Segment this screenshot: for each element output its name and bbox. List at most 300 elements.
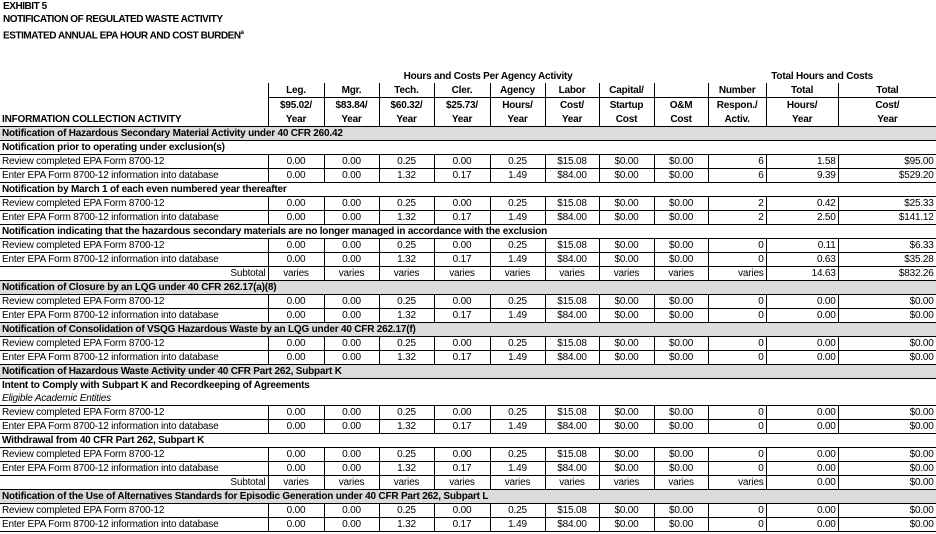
- table-cell: 0.00: [434, 155, 490, 169]
- table-cell: $6.33: [838, 239, 936, 253]
- subsection-title: Notification indicating that the hazardous secondary materials are no longer managed in accordance with the exclusion: [2, 226, 548, 237]
- table-cell: 9.39: [766, 169, 838, 183]
- table-cell: 0.17: [434, 169, 490, 183]
- burden-table: [0, 69, 936, 532]
- table-cell: $15.08: [545, 448, 599, 462]
- section-header-row: [0, 365, 936, 379]
- table-cell: varies: [708, 476, 766, 490]
- table-cell: $0.00: [599, 155, 654, 169]
- table-cell: 0: [708, 239, 766, 253]
- section-title: Notification of the Use of Alternatives Standards for Episodic Generation under 40 CFR Part 262, Subpart L: [0, 490, 936, 504]
- table-cell: $0.00: [599, 295, 654, 309]
- table-cell: 0.00: [268, 420, 324, 434]
- column-header-number: Respon./: [708, 98, 766, 113]
- table-cell: 1.32: [379, 169, 434, 183]
- table-cell: 0.25: [490, 197, 545, 211]
- table-cell: 6: [708, 155, 766, 169]
- table-cell: $0.00: [654, 406, 708, 420]
- table-cell: 1.49: [490, 518, 545, 532]
- table-cell: $15.08: [545, 197, 599, 211]
- exhibit-subtitle: [3, 27, 244, 42]
- table-cell: 0.00: [324, 351, 379, 365]
- table-cell: 0: [708, 295, 766, 309]
- table-cell: $0.00: [654, 420, 708, 434]
- table-cell: 0: [708, 420, 766, 434]
- table-cell: 0.00: [434, 448, 490, 462]
- table-cell: 0: [708, 518, 766, 532]
- table-cell: 0.25: [490, 504, 545, 518]
- table-cell: 0.00: [268, 211, 324, 225]
- table-row: [0, 211, 936, 225]
- table-cell: $84.00: [545, 462, 599, 476]
- table-cell: $0.00: [599, 518, 654, 532]
- table-cell: 0: [708, 504, 766, 518]
- table-row: [0, 448, 936, 462]
- table-cell: $15.08: [545, 504, 599, 518]
- table-cell: 0.25: [379, 197, 434, 211]
- table-cell: 1.32: [379, 211, 434, 225]
- subsection-header-row: [0, 434, 936, 448]
- table-cell: $0.00: [838, 420, 936, 434]
- table-cell: 0.25: [379, 337, 434, 351]
- table-cell: 0.17: [434, 211, 490, 225]
- table-cell: 0.00: [268, 406, 324, 420]
- table-cell: $25.33: [838, 197, 936, 211]
- table-cell: 0.00: [268, 504, 324, 518]
- table-cell: 2: [708, 211, 766, 225]
- table-cell: 0: [708, 253, 766, 267]
- table-row: [0, 406, 936, 420]
- activity-label: Review completed EPA Form 8700-12: [0, 197, 268, 211]
- table-cell: 0.17: [434, 420, 490, 434]
- subsection-header-row: [0, 225, 936, 239]
- activity-label: Review completed EPA Form 8700-12: [0, 448, 268, 462]
- table-row: [0, 420, 936, 434]
- table-cell: 14.63: [766, 267, 838, 281]
- section-title: Notification of Consolidation of VSQG Hazardous Waste by an LQG under 40 CFR 262.17(f): [0, 323, 936, 337]
- table-cell: 2: [708, 197, 766, 211]
- column-header-spacer: [0, 98, 268, 113]
- table-cell: 0.00: [324, 337, 379, 351]
- table-cell: $84.00: [545, 253, 599, 267]
- column-header-spacer: [0, 83, 268, 98]
- column-header-labor: Cost/: [545, 98, 599, 113]
- activity-label: Enter EPA Form 8700-12 information into database: [0, 309, 268, 323]
- table-cell: 0.00: [324, 155, 379, 169]
- table-cell: $0.00: [838, 476, 936, 490]
- activity-label: Enter EPA Form 8700-12 information into database: [0, 211, 268, 225]
- table-cell: $84.00: [545, 518, 599, 532]
- exhibit-title: NOTIFICATION OF REGULATED WASTE ACTIVITY: [3, 14, 223, 25]
- section-header-row: [0, 281, 936, 295]
- table-cell: varies: [324, 267, 379, 281]
- table-cell: 0.00: [324, 504, 379, 518]
- table-cell: $0.00: [838, 406, 936, 420]
- table-cell: 0.00: [324, 462, 379, 476]
- table-cell: $84.00: [545, 351, 599, 365]
- column-header-labor: Labor: [545, 83, 599, 98]
- table-cell: $0.00: [599, 253, 654, 267]
- table-cell: 0: [708, 337, 766, 351]
- table-cell: 0.00: [766, 420, 838, 434]
- column-header-leg: $95.02/: [268, 98, 324, 113]
- table-cell: $0.00: [654, 211, 708, 225]
- table-cell: 0.00: [268, 253, 324, 267]
- table-cell: 0.00: [268, 462, 324, 476]
- table-cell: 0.00: [766, 476, 838, 490]
- table-cell: $0.00: [654, 448, 708, 462]
- activity-label: Enter EPA Form 8700-12 information into database: [0, 420, 268, 434]
- column-header-tech: Year: [379, 112, 434, 127]
- table-cell: varies: [434, 476, 490, 490]
- table-cell: $529.20: [838, 169, 936, 183]
- table-cell: 0.25: [379, 155, 434, 169]
- section-header-row: [0, 490, 936, 504]
- table-cell: 1.49: [490, 211, 545, 225]
- table-cell: $84.00: [545, 420, 599, 434]
- subtotal-row: [0, 476, 936, 490]
- section-title: Notification of Hazardous Waste Activity under 40 CFR Part 262, Subpart K: [0, 365, 936, 379]
- table-cell: 0.00: [766, 351, 838, 365]
- table-cell: $15.08: [545, 155, 599, 169]
- column-header-total-hours: Hours/: [766, 98, 838, 113]
- subtotal-label: Subtotal: [0, 476, 268, 490]
- table-cell: $0.00: [838, 337, 936, 351]
- table-cell: $95.00: [838, 155, 936, 169]
- table-cell: $0.00: [838, 351, 936, 365]
- table-cell: varies: [490, 267, 545, 281]
- table-cell: 0.00: [268, 337, 324, 351]
- column-header-capital: Cost: [599, 112, 654, 127]
- table-cell: $0.00: [654, 309, 708, 323]
- column-header-total-hours: Total: [766, 83, 838, 98]
- table-cell: varies: [490, 476, 545, 490]
- subsection-header-row: [0, 183, 936, 197]
- subsection-title: Notification by March 1 of each even numbered year thereafter: [2, 184, 287, 195]
- table-cell: 0.00: [268, 448, 324, 462]
- column-header-capital: Startup: [599, 98, 654, 113]
- table-cell: $15.08: [545, 406, 599, 420]
- table-cell: varies: [268, 267, 324, 281]
- table-cell: 1.32: [379, 420, 434, 434]
- table-cell: 0: [708, 462, 766, 476]
- activity-label: Review completed EPA Form 8700-12: [0, 295, 268, 309]
- table-row: [0, 155, 936, 169]
- table-cell: 1.32: [379, 309, 434, 323]
- table-cell: $0.00: [838, 448, 936, 462]
- table-cell: $15.08: [545, 295, 599, 309]
- table-cell: $0.00: [599, 504, 654, 518]
- table-cell: 0.00: [324, 406, 379, 420]
- table-cell: 0.25: [490, 295, 545, 309]
- table-row: [0, 169, 936, 183]
- table-cell: 1.32: [379, 253, 434, 267]
- column-header-mgr: Mgr.: [324, 83, 379, 98]
- table-cell: $0.00: [599, 169, 654, 183]
- table-cell: 0.17: [434, 351, 490, 365]
- activity-label: Enter EPA Form 8700-12 information into database: [0, 518, 268, 532]
- table-cell: varies: [599, 476, 654, 490]
- column-header-tech: Tech.: [379, 83, 434, 98]
- activity-label: Review completed EPA Form 8700-12: [0, 155, 268, 169]
- table-cell: $84.00: [545, 211, 599, 225]
- table-cell: 1.49: [490, 169, 545, 183]
- table-cell: $0.00: [654, 155, 708, 169]
- section-title: Notification of Hazardous Secondary Material Activity under 40 CFR 260.42: [0, 127, 936, 141]
- table-cell: $0.00: [599, 406, 654, 420]
- table-cell: $84.00: [545, 169, 599, 183]
- column-header-cler: Year: [434, 112, 490, 127]
- table-cell: 0.00: [766, 337, 838, 351]
- category-row: [0, 392, 936, 406]
- subsection-header-row: [0, 141, 936, 155]
- table-cell: $0.00: [654, 518, 708, 532]
- table-cell: 0.00: [268, 309, 324, 323]
- table-row: [0, 337, 936, 351]
- column-header-total-cost: Cost/: [838, 98, 936, 113]
- column-header-total-cost: Year: [838, 112, 936, 127]
- header-spacer: [0, 69, 268, 83]
- column-header-leg: Year: [268, 112, 324, 127]
- column-header-agency-hours: Hours/: [490, 98, 545, 113]
- activity-label: Review completed EPA Form 8700-12: [0, 504, 268, 518]
- activity-label: Enter EPA Form 8700-12 information into database: [0, 169, 268, 183]
- table-row: [0, 462, 936, 476]
- table-cell: 0.25: [490, 448, 545, 462]
- exhibit-number: EXHIBIT 5: [3, 1, 47, 12]
- table-cell: 0.25: [379, 406, 434, 420]
- table-row: [0, 239, 936, 253]
- table-cell: 0.00: [324, 309, 379, 323]
- table-cell: 0.17: [434, 309, 490, 323]
- table-cell: varies: [324, 476, 379, 490]
- table-cell: 1.32: [379, 462, 434, 476]
- column-header-tech: $60.32/: [379, 98, 434, 113]
- table-cell: 0.00: [324, 197, 379, 211]
- section-header-row: [0, 323, 936, 337]
- table-row: [0, 309, 936, 323]
- table-cell: 0.00: [766, 295, 838, 309]
- table-cell: 0.00: [324, 420, 379, 434]
- table-cell: 0.25: [379, 295, 434, 309]
- subsection-title: Intent to Comply with Subpart K and Recordkeeping of Agreements: [2, 380, 310, 391]
- table-cell: varies: [599, 267, 654, 281]
- column-header-activity: INFORMATION COLLECTION ACTIVITY: [2, 114, 182, 125]
- table-cell: 0.00: [434, 406, 490, 420]
- column-header-cler: $25.73/: [434, 98, 490, 113]
- column-header-om: O&M: [654, 98, 708, 113]
- table-cell: 1.32: [379, 351, 434, 365]
- column-header-leg: Leg.: [268, 83, 324, 98]
- table-cell: $0.00: [599, 239, 654, 253]
- table-cell: $0.00: [654, 295, 708, 309]
- table-cell: $832.26: [838, 267, 936, 281]
- table-cell: 0.00: [268, 295, 324, 309]
- table-cell: $0.00: [654, 337, 708, 351]
- table-cell: $141.12: [838, 211, 936, 225]
- table-cell: $0.00: [838, 462, 936, 476]
- subtotal-label: Subtotal: [0, 267, 268, 281]
- table-cell: 0.00: [268, 518, 324, 532]
- table-cell: 0.00: [766, 309, 838, 323]
- table-cell: 2.50: [766, 211, 838, 225]
- column-header-number: Activ.: [708, 112, 766, 127]
- table-cell: 0.00: [434, 197, 490, 211]
- table-cell: 0.00: [434, 295, 490, 309]
- table-cell: 1.32: [379, 518, 434, 532]
- column-header-mgr: $83.84/: [324, 98, 379, 113]
- table-cell: 0.00: [766, 504, 838, 518]
- section-title: Notification of Closure by an LQG under 40 CFR 262.17(a)(8): [0, 281, 936, 295]
- column-header-total-hours: Year: [766, 112, 838, 127]
- table-cell: 0.11: [766, 239, 838, 253]
- table-row: [0, 504, 936, 518]
- table-cell: $0.00: [654, 169, 708, 183]
- table-cell: $0.00: [599, 211, 654, 225]
- table-cell: 0.25: [379, 239, 434, 253]
- table-cell: 1.49: [490, 253, 545, 267]
- table-cell: $0.00: [599, 448, 654, 462]
- table-cell: 0.00: [324, 169, 379, 183]
- table-cell: $0.00: [654, 239, 708, 253]
- section-header-row: [0, 127, 936, 141]
- subtotal-row: [0, 267, 936, 281]
- table-cell: 0.00: [324, 295, 379, 309]
- table-cell: 1.58: [766, 155, 838, 169]
- activity-label: Review completed EPA Form 8700-12: [0, 337, 268, 351]
- column-header-number: Number: [708, 83, 766, 98]
- column-header-labor: Year: [545, 112, 599, 127]
- table-cell: 0.00: [324, 448, 379, 462]
- table-cell: 0.00: [766, 518, 838, 532]
- table-cell: $0.00: [599, 337, 654, 351]
- table-cell: $0.00: [599, 420, 654, 434]
- table-cell: $0.00: [654, 197, 708, 211]
- table-row: [0, 197, 936, 211]
- table-cell: 0.17: [434, 462, 490, 476]
- table-cell: 0.25: [490, 155, 545, 169]
- table-cell: $35.28: [838, 253, 936, 267]
- table-row: [0, 351, 936, 365]
- column-header-total-cost: Total: [838, 83, 936, 98]
- table-cell: 0.00: [268, 239, 324, 253]
- table-cell: $0.00: [838, 518, 936, 532]
- table-cell: 0.25: [490, 337, 545, 351]
- table-cell: 0.00: [324, 253, 379, 267]
- table-cell: 0.00: [434, 504, 490, 518]
- column-header-cler: Cler.: [434, 83, 490, 98]
- table-cell: 0: [708, 309, 766, 323]
- table-cell: 0.00: [434, 239, 490, 253]
- table-cell: $0.00: [599, 197, 654, 211]
- column-header-om: Cost: [654, 112, 708, 127]
- table-cell: 1.49: [490, 351, 545, 365]
- table-cell: 1.49: [490, 420, 545, 434]
- category-label: Eligible Academic Entities: [2, 393, 111, 404]
- table-cell: varies: [708, 267, 766, 281]
- agency-group-header: Hours and Costs Per Agency Activity: [403, 71, 573, 82]
- table-cell: $0.00: [838, 504, 936, 518]
- table-cell: $0.00: [599, 462, 654, 476]
- activity-label: Enter EPA Form 8700-12 information into database: [0, 351, 268, 365]
- table-cell: 0.25: [379, 448, 434, 462]
- table-cell: 0.00: [268, 155, 324, 169]
- table-cell: 0: [708, 406, 766, 420]
- table-cell: 0.00: [268, 197, 324, 211]
- table-cell: 0: [708, 448, 766, 462]
- column-header-capital: Capital/: [599, 83, 654, 98]
- table-cell: 0.00: [268, 169, 324, 183]
- table-cell: 1.49: [490, 462, 545, 476]
- table-row: [0, 295, 936, 309]
- table-cell: 1.49: [490, 309, 545, 323]
- table-cell: 0.17: [434, 518, 490, 532]
- table-cell: $0.00: [838, 295, 936, 309]
- table-cell: $0.00: [654, 462, 708, 476]
- exhibit-subtitle-text: ESTIMATED ANNUAL EPA HOUR AND COST BURDEN: [3, 30, 241, 42]
- table-cell: varies: [654, 476, 708, 490]
- table-cell: $0.00: [654, 253, 708, 267]
- table-cell: 0.00: [766, 462, 838, 476]
- table-cell: $15.08: [545, 337, 599, 351]
- subsection-title: Notification prior to operating under exclusion(s): [2, 142, 225, 153]
- subsection-header-row: [0, 379, 936, 393]
- total-group-header: Total Hours and Costs: [771, 71, 873, 82]
- activity-label: Enter EPA Form 8700-12 information into database: [0, 253, 268, 267]
- table-cell: $0.00: [599, 309, 654, 323]
- table-cell: 0.00: [324, 239, 379, 253]
- table-cell: 0.00: [268, 351, 324, 365]
- table-cell: $0.00: [654, 351, 708, 365]
- table-cell: 0.17: [434, 253, 490, 267]
- table-cell: varies: [545, 476, 599, 490]
- table-cell: $0.00: [838, 309, 936, 323]
- activity-label: Review completed EPA Form 8700-12: [0, 239, 268, 253]
- table-row: [0, 253, 936, 267]
- table-cell: varies: [268, 476, 324, 490]
- subsection-title: Withdrawal from 40 CFR Part 262, Subpart K: [2, 435, 205, 446]
- table-cell: $15.08: [545, 239, 599, 253]
- table-cell: $84.00: [545, 309, 599, 323]
- table-cell: 0.00: [766, 448, 838, 462]
- column-header-agency-hours: Agency: [490, 83, 545, 98]
- table-cell: varies: [434, 267, 490, 281]
- table-cell: 0.00: [434, 337, 490, 351]
- table-cell: varies: [654, 267, 708, 281]
- table-cell: 6: [708, 169, 766, 183]
- table-cell: varies: [545, 267, 599, 281]
- table-cell: $0.00: [654, 504, 708, 518]
- table-cell: 0.00: [324, 211, 379, 225]
- footnote-marker: a: [240, 30, 244, 36]
- column-header-om: [654, 83, 708, 98]
- table-cell: varies: [379, 267, 434, 281]
- column-header-mgr: Year: [324, 112, 379, 127]
- table-cell: 0: [708, 351, 766, 365]
- activity-label: Review completed EPA Form 8700-12: [0, 406, 268, 420]
- table-row: [0, 518, 936, 532]
- table-cell: varies: [379, 476, 434, 490]
- table-cell: 0.25: [490, 239, 545, 253]
- column-header-agency-hours: Year: [490, 112, 545, 127]
- table-cell: 0.42: [766, 197, 838, 211]
- table-cell: 0.25: [490, 406, 545, 420]
- table-cell: 0.25: [379, 504, 434, 518]
- table-cell: 0.63: [766, 253, 838, 267]
- table-cell: 0.00: [324, 518, 379, 532]
- activity-label: Enter EPA Form 8700-12 information into database: [0, 462, 268, 476]
- table-cell: 0.00: [766, 406, 838, 420]
